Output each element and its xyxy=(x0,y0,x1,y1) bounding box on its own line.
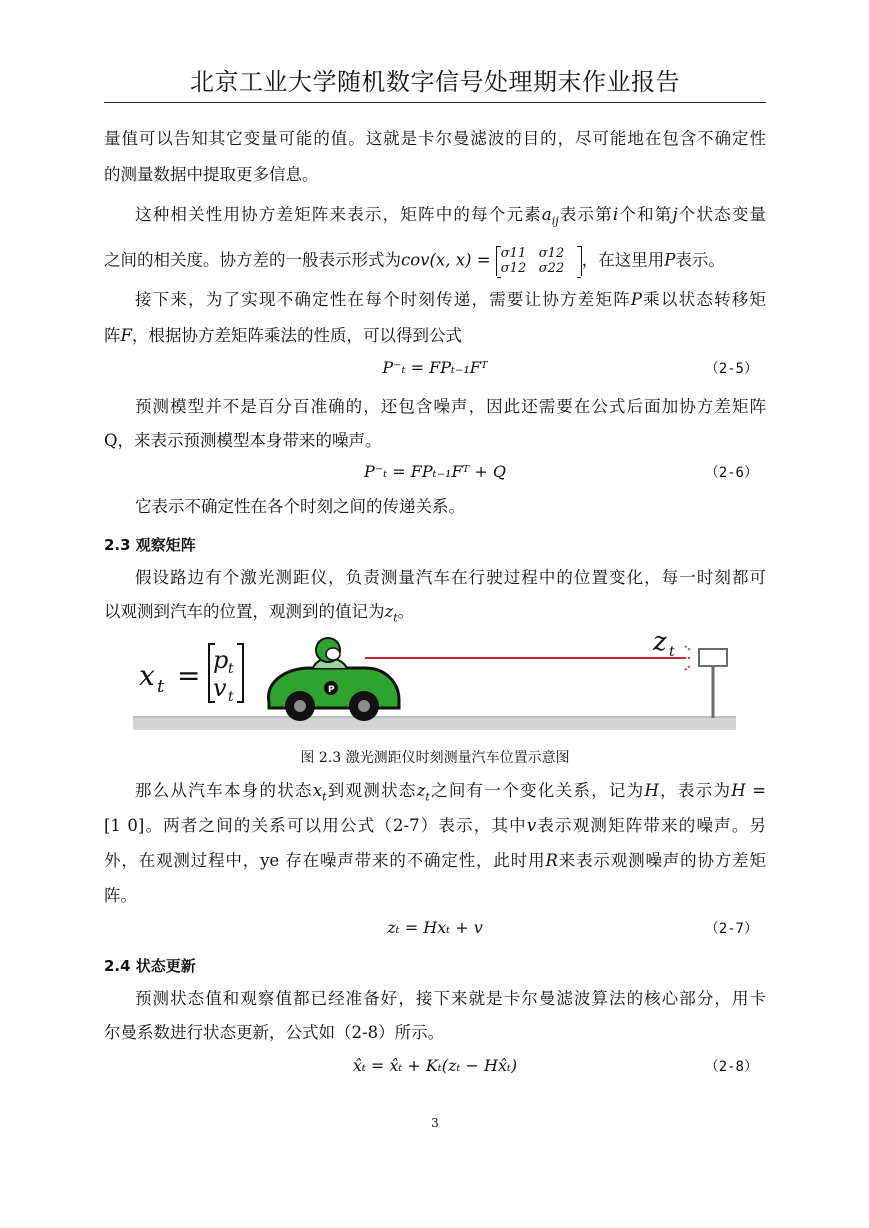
state-vector-subscript: t xyxy=(157,676,165,697)
para6-line1: 假设路边有个激光测距仪，负责测量汽车在行驶过程中的位置变化，每一时刻都可 xyxy=(135,568,766,587)
road-edge xyxy=(133,716,736,718)
equation-number: （2-8） xyxy=(704,1059,758,1075)
figure-caption: 图 2.3 激光测距仪时刻测量汽车位置示意图 xyxy=(300,750,570,766)
para5-line1: 它表示不确定性在各个时刻之间的传递关系。 xyxy=(135,497,465,516)
equation-formula: zₜ = Hxₜ + v xyxy=(387,918,483,937)
equation-2-5 xyxy=(104,358,766,382)
para4-line1: 预测模型并不是百分百准确的，还包含噪声，因此还需要在公式后面加协方差矩阵 xyxy=(135,397,766,416)
para3-line2: 阵F，根据协方差矩阵乘法的性质，可以得到公式 xyxy=(104,326,462,345)
page-number: 3 xyxy=(431,1116,439,1130)
equation-2-7 xyxy=(104,918,766,942)
car-icon xyxy=(268,638,399,721)
para8-line2: 尔曼系数进行状态更新，公式如（2-8）所示。 xyxy=(104,1023,445,1042)
para4-line2: Q，来表示预测模型本身带来的噪声。 xyxy=(104,431,382,450)
para2-line1: 这种相关性用协方差矩阵来表示，矩阵中的每个元素$a_{ij}$表示第i个和第j个状态变量 xyxy=(135,205,767,228)
equation-number: （2-7） xyxy=(704,921,758,937)
equation-formula: P⁻ₜ = FPₜ₋₁Fᵀ xyxy=(382,358,488,377)
state-vector-equals: = xyxy=(177,659,201,692)
para3-line1: 接下来，为了实现不确定性在每个时刻传递，需要让协方差矩阵P乘以状态转移矩 xyxy=(135,290,767,309)
matrix-entry-position: p xyxy=(213,646,229,674)
state-vector-lhs: x xyxy=(139,659,155,692)
laser-rangefinder-figure xyxy=(133,632,736,736)
header-divider xyxy=(104,102,766,103)
para7-line1: 那么从汽车本身的状态$x_t$到观测状态$z_t$之间有一个变化关系，记为H，表示为H = xyxy=(135,781,767,804)
para7-line4: 阵。 xyxy=(104,886,137,905)
equation-number: （2-5） xyxy=(704,361,758,377)
covariance-matrix: σ11 σ12 σ12 σ22 xyxy=(496,246,582,276)
equation-number: （2-6） xyxy=(704,465,758,481)
matrix-entry-velocity: v xyxy=(213,674,227,702)
equation-2-8 xyxy=(104,1056,766,1080)
matrix-right-bracket xyxy=(237,644,243,702)
section-heading-2-3: 2.3 观察矩阵 xyxy=(104,536,196,554)
para2-line2: 之间的相关度。协方差的一般表示形式为cov(x, x) = σ11 σ12 σ12 σ22 ，在这里用P表示。 xyxy=(104,246,725,276)
page-header-title: 北京工业大学随机数字信号处理期末作业报告 xyxy=(190,68,680,96)
laser-rangefinder-icon xyxy=(684,646,727,718)
matrix-entry-velocity-sub: t xyxy=(228,689,234,705)
para1-line1: 量值可以告知其它变量可能的值。这就是卡尔曼滤波的目的，尽可能地在包含不确定性 xyxy=(104,129,766,148)
measurement-label: z xyxy=(653,632,667,657)
equation-formula: P⁻ₜ = FPₜ₋₁Fᵀ + Q xyxy=(364,462,506,481)
car-badge-letter: P xyxy=(328,685,335,695)
para8-line1: 预测状态值和观察值都已经准备好，接下来就是卡尔曼滤波算法的核心部分，用卡 xyxy=(135,989,766,1008)
para1-line2: 的测量数据中提取更多信息。 xyxy=(104,165,319,184)
para7-line2: [1 0]。两者之间的关系可以用公式（2-7）表示，其中v表示观测矩阵带来的噪声。另 xyxy=(104,816,767,835)
matrix-entry-position-sub: t xyxy=(228,661,234,677)
equation-2-6 xyxy=(104,462,766,486)
figure-illustration xyxy=(133,632,736,736)
para6-line2: 以观测到汽车的位置，观测到的值记为$z_t$。 xyxy=(104,602,415,625)
equation-formula: x̂ₜ = x̂ₜ + Kₜ(zₜ − Hx̂ₜ) xyxy=(352,1056,518,1075)
para7-line3: 外，在观测过程中，ye 存在噪声带来的不确定性，此时用R来表示观测噪声的协方差矩 xyxy=(104,851,766,870)
road-strip xyxy=(133,716,736,730)
section-heading-2-4: 2.4 状态更新 xyxy=(104,957,196,975)
measurement-label-sub: t xyxy=(669,644,675,660)
